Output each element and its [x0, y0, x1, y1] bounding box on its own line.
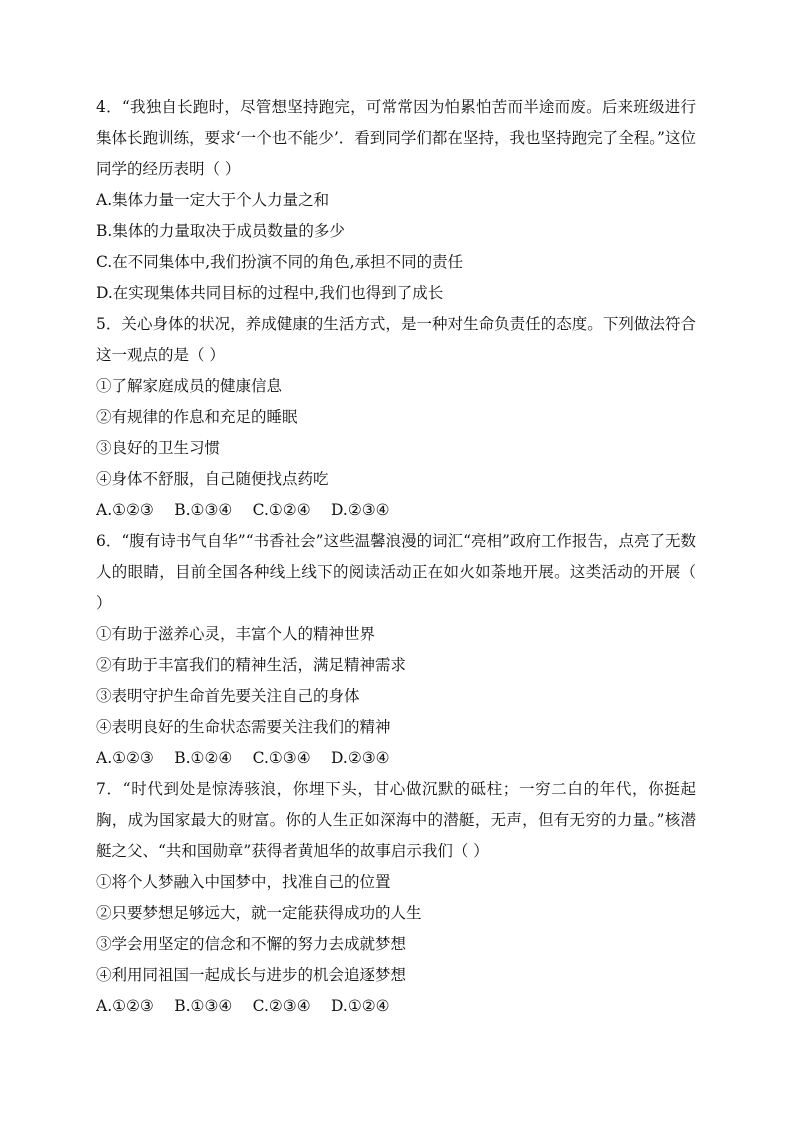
statement-item: ④身体不舒服，自己随便找点药吃: [96, 470, 329, 488]
statement-item: ①将个人梦融入中国梦中，找准自己的位置: [96, 873, 391, 891]
option-d: D.在实现集体共同目标的过程中,我们也得到了成长: [96, 284, 444, 302]
option-b: B.集体的力量取决于成员数量的多少: [96, 222, 345, 240]
statement-item: ③表明守护生命首先要关注自己的身体: [96, 687, 360, 705]
question-stem: 5．关心身体的状况，养成健康的生活方式，是一种对生命负责任的态度。下列做法符合这一观点的是（ ）: [96, 315, 696, 364]
statement-item: ③良好的卫生习惯: [96, 439, 221, 457]
question-stem: 6．“腹有诗书气自华”“书香社会”这些温馨浪漫的词汇“亮相”政府工作报告，点亮了无数人的眼睛，目前全国各种线上线下的阅读活动正在如火如荼地开展。这类活动的开展（ ）: [96, 532, 696, 612]
question-stem: 7．“时代到处是惊涛骇浪，你埋下头，甘心做沉默的砥柱；一穷二白的年代，你挺起胸，成为国家最大的财富。你的人生正如深海中的潜艇，无声，但有无穷的力量。”核潜艇之父、“共和国勋章”获得者黄旭华的故事启示我们（ ）: [96, 780, 696, 860]
statement-item: ④表明良好的生命状态需要关注我们的精神: [96, 718, 391, 736]
statement-item: ④利用同祖国一起成长与进步的机会追逐梦想: [96, 966, 407, 984]
statement-item: ②只要梦想足够远大，就一定能获得成功的人生: [96, 904, 422, 922]
choice-row: A.①②③ B.①②④ C.①③④ D.②③④: [96, 749, 390, 767]
exam-page: [96, 92, 696, 1022]
question-4: [96, 92, 696, 309]
statement-item: ①了解家庭成员的健康信息: [96, 377, 283, 395]
option-a: A.集体力量一定大于个人力量之和: [96, 191, 330, 209]
question-5: [96, 309, 696, 526]
question-6: [96, 526, 696, 774]
option-c: C.在不同集体中,我们扮演不同的角色,承担不同的责任: [96, 253, 464, 271]
question-stem: 4．“我独自长跑时，尽管想坚持跑完，可常常因为怕累怕苦而半途而废。后来班级进行集体长跑训练，要求‘一个也不能少’．看到同学们都在坚持，我也坚持跑完了全程。”这位同学的经历表明（ ）: [96, 98, 696, 178]
statement-item: ③学会用坚定的信念和不懈的努力去成就梦想: [96, 935, 407, 953]
question-7: [96, 774, 696, 1022]
statement-item: ①有助于滋养心灵，丰富个人的精神世界: [96, 625, 376, 643]
statement-item: ②有规律的作息和充足的睡眠: [96, 408, 298, 426]
statement-item: ②有助于丰富我们的精神生活，满足精神需求: [96, 656, 407, 674]
choice-row: A.①②③ B.①③④ C.②③④ D.①②④: [96, 997, 390, 1015]
choice-row: A.①②③ B.①③④ C.①②④ D.②③④: [96, 501, 390, 519]
